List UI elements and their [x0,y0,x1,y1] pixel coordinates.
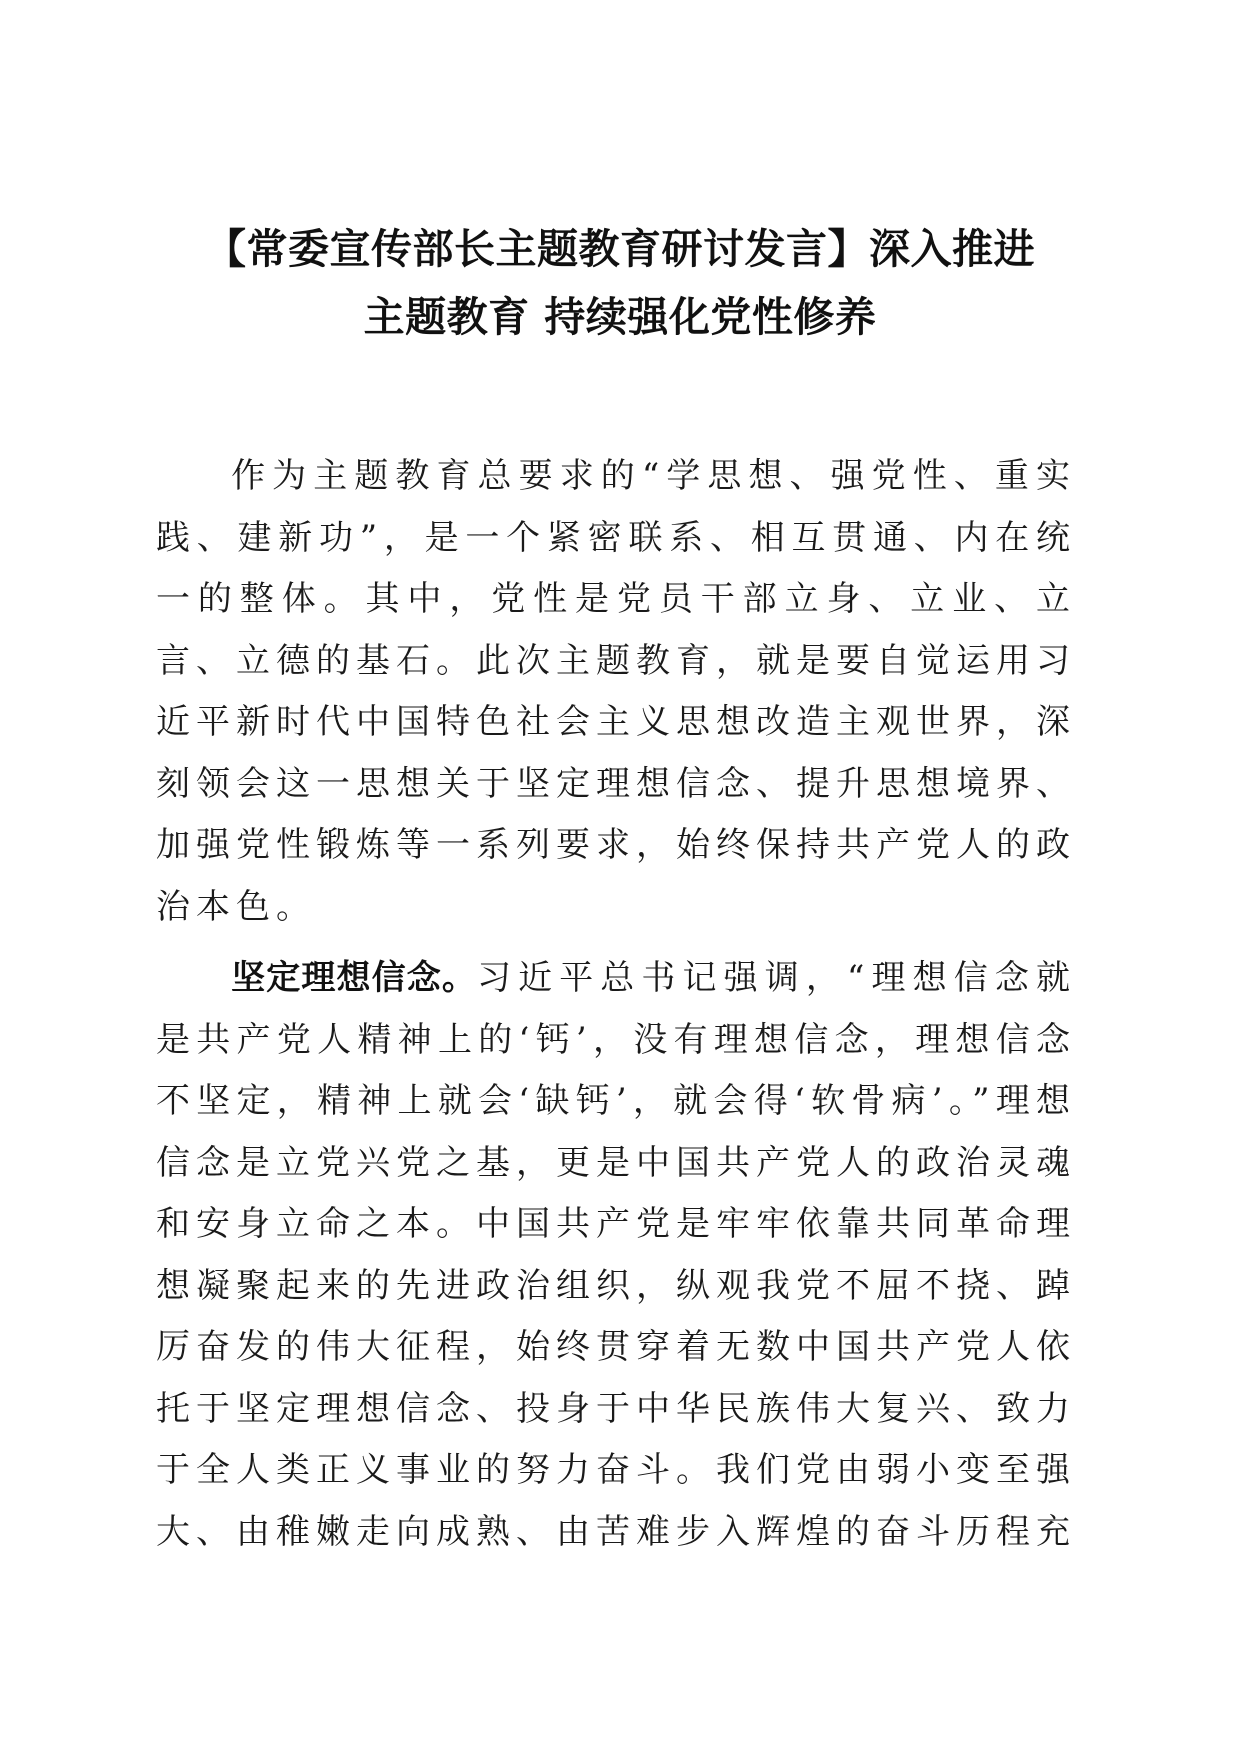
title-line-1: 【常委宣传部长主题教育研讨发言】深入推进 [205,225,1035,273]
paragraph-1-text: 作为主题教育总要求的“学思想、强党性、重实践、建新功”，是一个紧密联系、相互贯通、内在统一的整体。其中，党性是党员干部立身、立业、立言、立德的基石。此次主题教育，就是要自觉运用习近平新时代中国特色社会主义思想改造主观世界，深刻领会这一思想关于坚定理想信念、提升思想境界、加强党性锻炼等一系列要求，始终保持共产党人的政治本色。 [156,456,1076,927]
document-title [120,215,1120,351]
paragraph-1 [156,446,1076,938]
paragraph-2-text: 习近平总书记强调，“理想信念就是共产党人精神上的‘钙’，没有理想信念，理想信念不坚定，精神上就会‘缺钙’，就会得‘软骨病’。”理想信念是立党兴党之基，更是中国共产党人的政治灵魂和安身立命之本。中国共产党是牢牢依靠共同革命理想凝聚起来的先进政治组织，纵观我党不屈不挠、踔厉奋发的伟大征程，始终贯穿着无数中国共产党人依托于坚定理想信念、投身于中华民族伟大复兴、致力于全人类正义事业的努力奋斗。我们党由弱小变至强大、由稚嫩走向成熟、由苦难步入辉煌的奋斗历程充 [156,958,1076,1552]
paragraph-2 [156,948,1076,1563]
paragraph-2-lead: 坚定理想信念。 [230,958,477,998]
title-line-2: 主题教育 持续强化党性修养 [363,293,877,341]
